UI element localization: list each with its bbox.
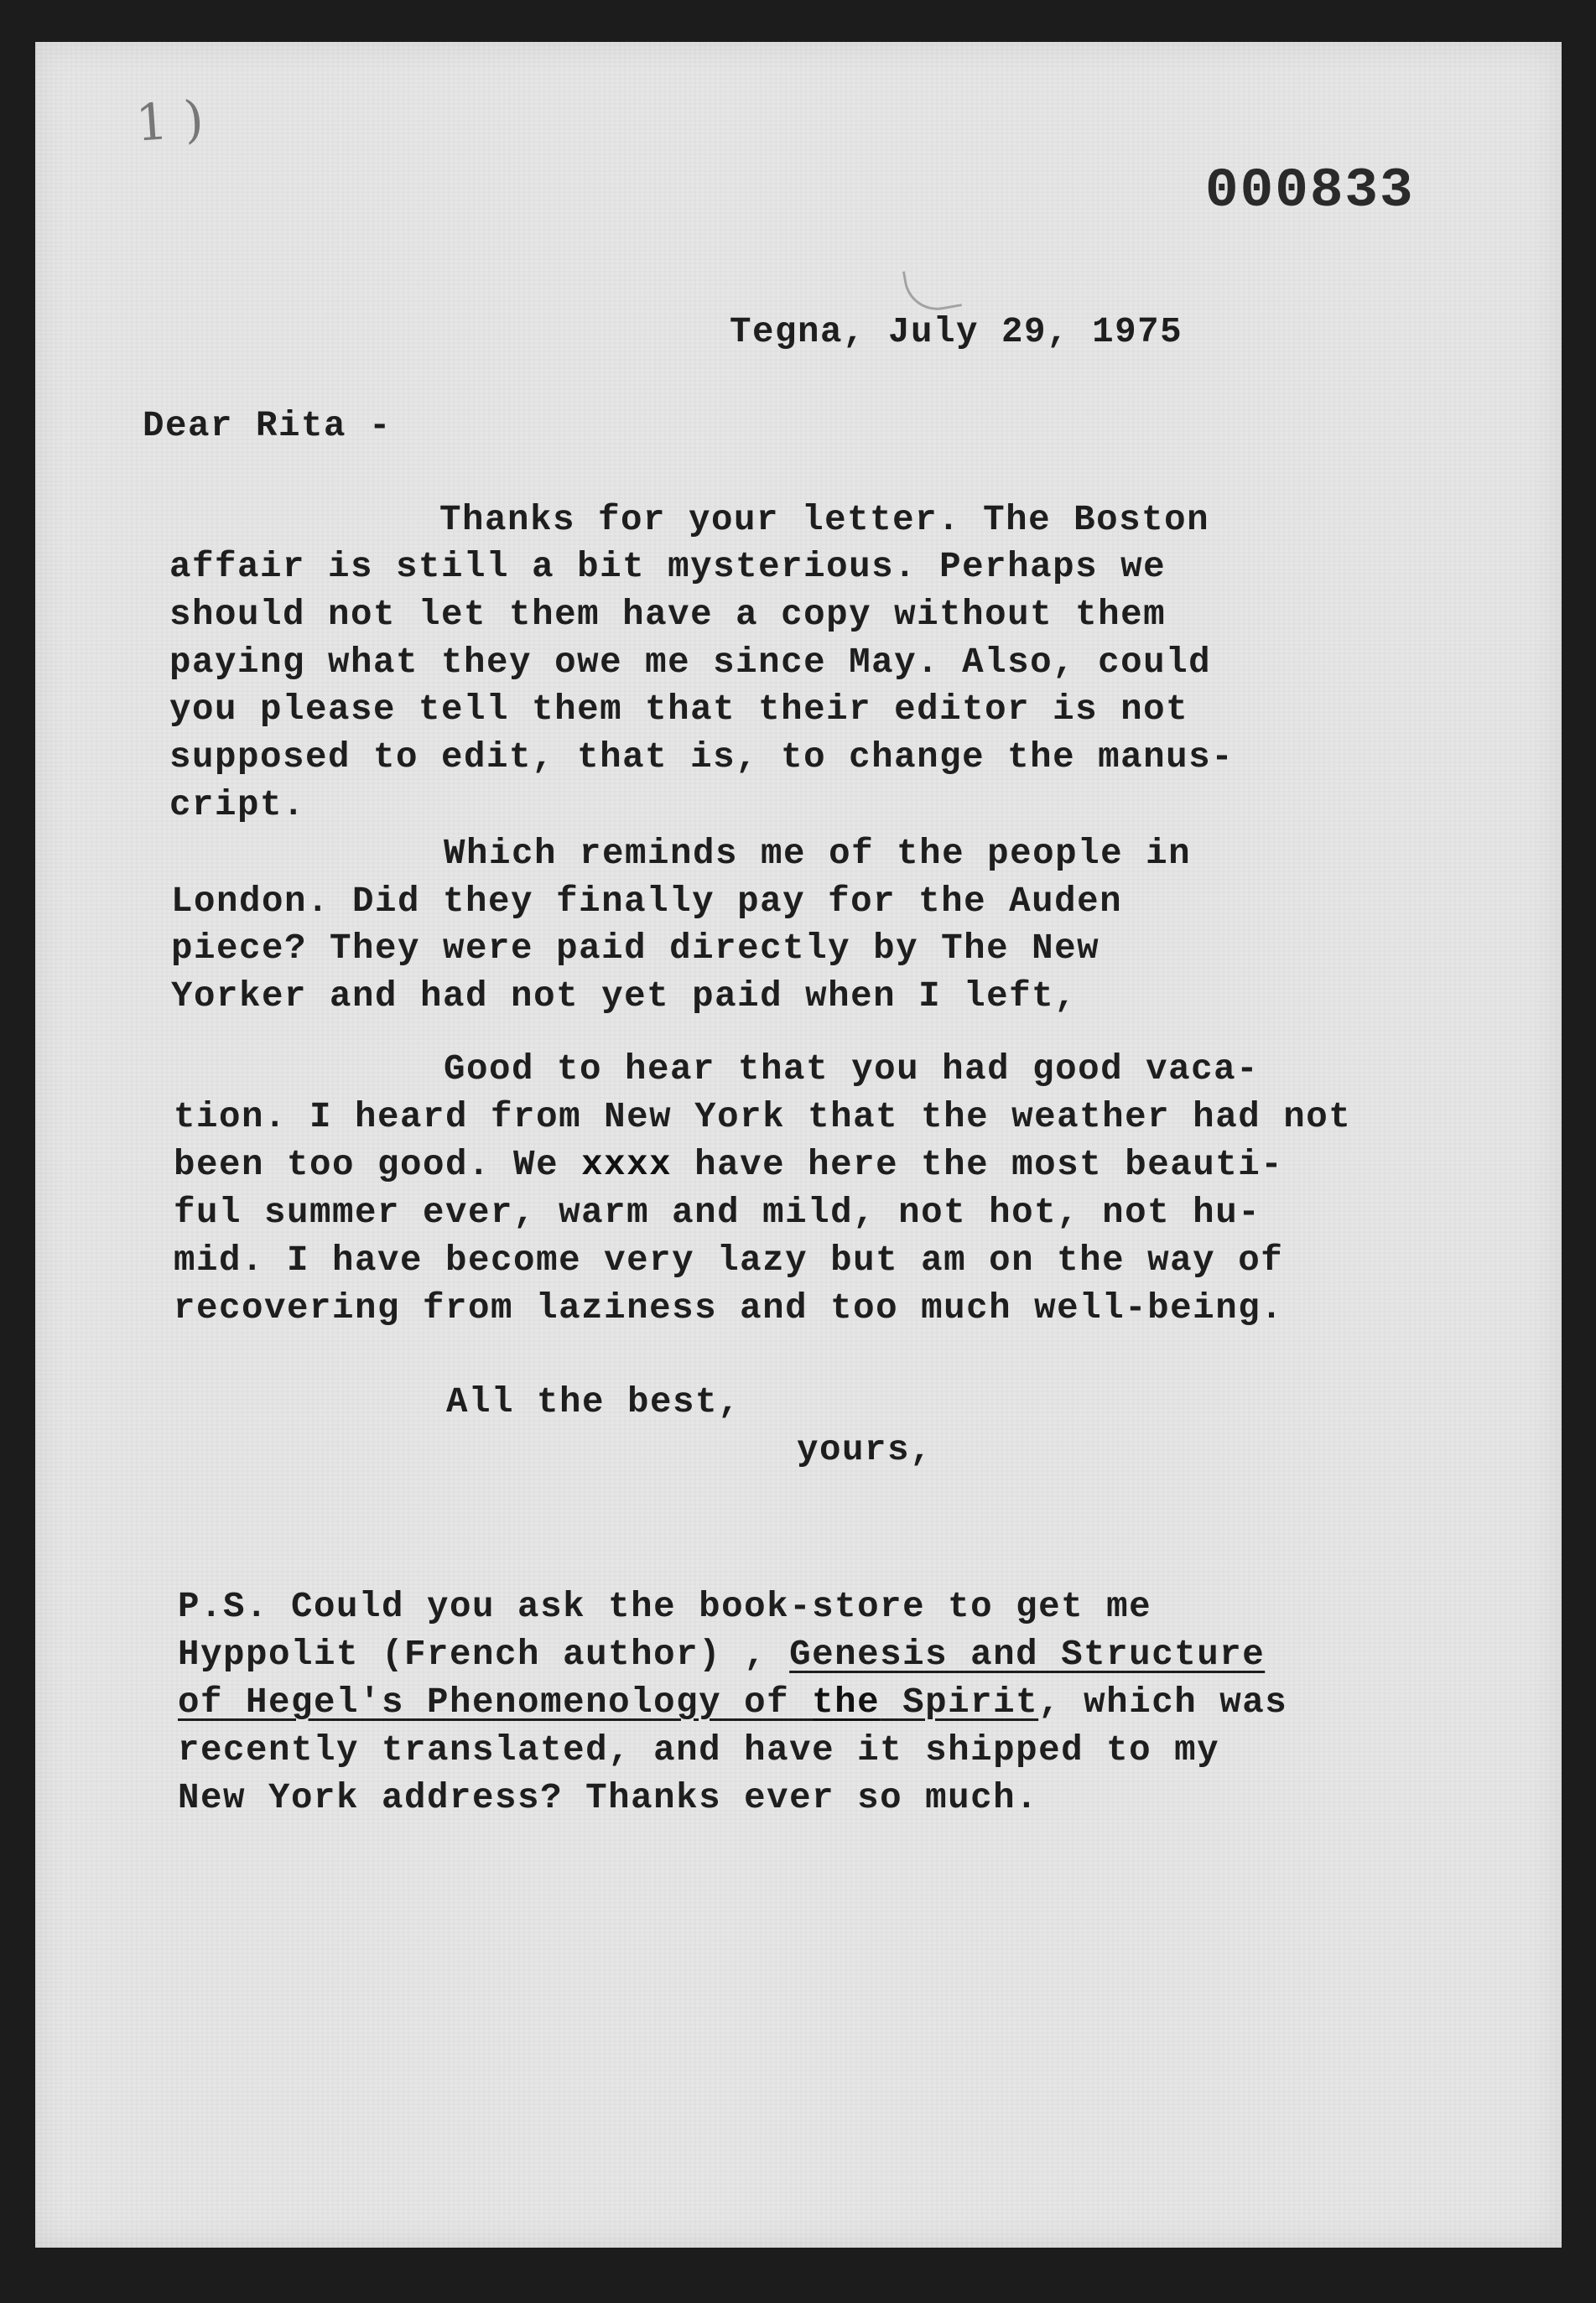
archive-mark: 1 ) — [133, 90, 205, 153]
signoff: yours, — [797, 1430, 933, 1470]
salutation: Dear Rita - — [143, 406, 393, 446]
pencil-tick-mark — [902, 263, 962, 315]
paragraph3-line: Good to hear that you had good vaca- — [444, 1049, 1260, 1089]
paragraph2-line: piece? They were paid directly by The New — [171, 928, 1100, 969]
paragraph3-line: mid. I have become very lazy but am on the way of — [174, 1240, 1284, 1281]
paragraph3-line: recovering from laziness and too much well-being. — [174, 1288, 1284, 1328]
paragraph3-line: tion. I heard from New York that the weather had not — [174, 1097, 1352, 1137]
closing: All the best, — [446, 1382, 741, 1422]
postscript-line — [178, 1631, 1265, 1679]
dateline: Tegna, July 29, 1975 — [730, 312, 1183, 352]
paragraph2-line: Yorker and had not yet paid when I left, — [171, 976, 1078, 1016]
paragraph1-line: paying what they owe me since May. Also, could — [169, 642, 1212, 683]
typed-strikeover: the — [812, 1682, 881, 1723]
typed-strikeover: xxxx — [581, 1145, 673, 1185]
postscript-line: P.S. Could you ask the book-store to get me — [178, 1587, 1152, 1627]
letter-page — [35, 42, 1562, 2248]
postscript-line: recently translated, and have it shipped to my — [178, 1730, 1220, 1770]
paragraph1-line: affair is still a bit mysterious. Perhaps we — [169, 547, 1167, 587]
text-run: have here the most beauti- — [672, 1145, 1284, 1185]
paragraph3-line — [174, 1141, 1283, 1189]
paragraph3-line: ful summer ever, warm and mild, not hot, not hu- — [174, 1193, 1261, 1233]
postscript-line — [178, 1679, 1287, 1727]
paragraph1-line: should not let them have a copy without them — [169, 595, 1167, 635]
book-title: Genesis and Structure — [789, 1635, 1266, 1675]
book-title: Spirit — [880, 1682, 1039, 1723]
paragraph1-line: Thanks for your letter. The Boston — [439, 500, 1210, 540]
text-run: , which was — [1038, 1682, 1288, 1723]
book-title: of Hegel's Phenomenology of — [178, 1682, 813, 1723]
paragraph1-line: supposed to edit, that is, to change the manus- — [169, 737, 1235, 777]
text-run: been too good. We — [174, 1145, 582, 1185]
text-run: Hyppolit (French author) , — [178, 1635, 790, 1675]
archive-number: 000833 — [1205, 159, 1415, 222]
paragraph1-line: you please tell them that their editor is not — [169, 689, 1189, 730]
paragraph2-line: London. Did they finally pay for the Auden — [171, 881, 1123, 922]
paragraph1-line: cript. — [169, 785, 306, 825]
postscript-line: New York address? Thanks ever so much. — [178, 1778, 1039, 1818]
paragraph2-line: Which reminds me of the people in — [444, 834, 1192, 874]
